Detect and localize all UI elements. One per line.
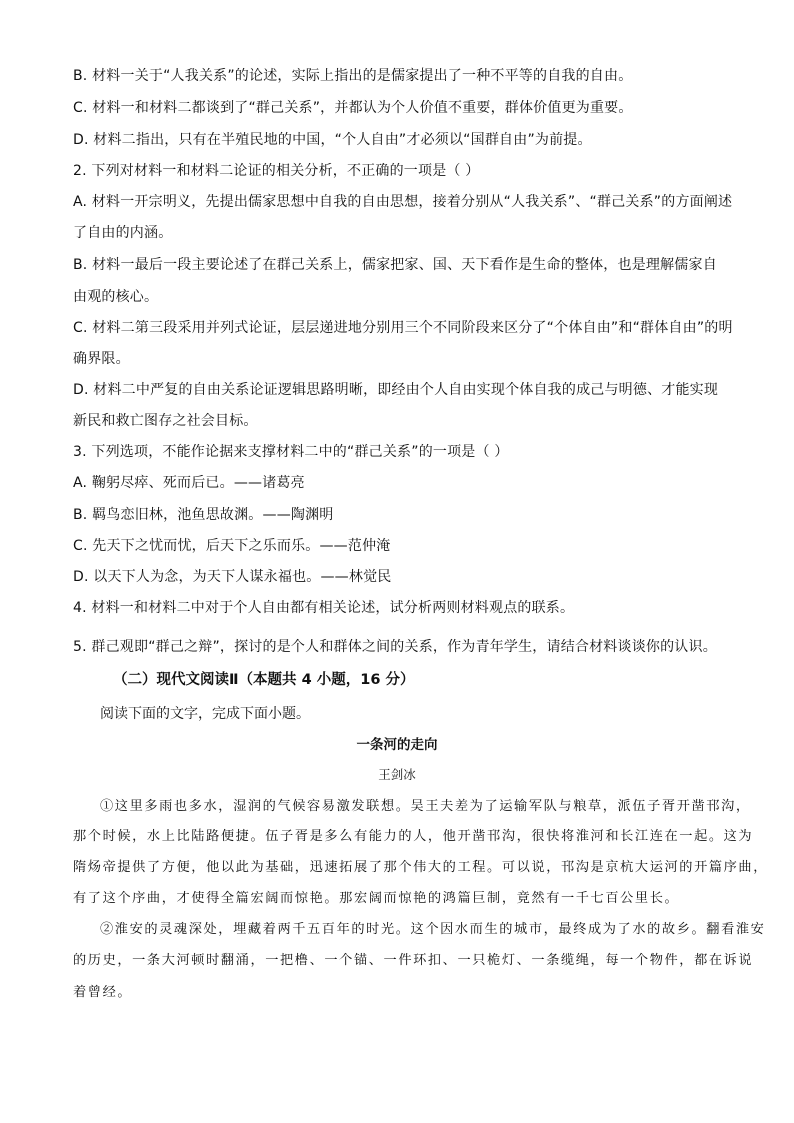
section-heading: （二）现代文阅读Ⅱ（本题共 4 小题，16 分）: [113, 672, 415, 688]
q2-option-a: A. 材料一开宗明义，先提出儒家思想中自我的自由思想，接着分别从“人我关系”、“群己关系”的方面阐述: [73, 194, 733, 210]
article-p2-line: 的历史，一条大河顿时翻涌，一把橹、一个锚、一件环扣、一只桅灯、一条缆绳，每一个物件，都在诉说: [73, 953, 754, 968]
q1-option-c: C. 材料一和材料二都谈到了“群己关系”，并都认为个人价值不重要，群体价值更为重要。: [73, 100, 633, 116]
q2-option-c-cont: 确界限。: [73, 351, 130, 367]
q1-option-b: B. 材料一关于“人我关系”的论述，实际上指出的是儒家提出了一种不平等的自我的自由。: [73, 68, 633, 84]
article-p2-line: 着曾经。: [73, 985, 133, 1000]
q3-stem: 3. 下列选项，不能作论据来支撑材料二中的“群己关系”的一项是（ ）: [73, 444, 509, 460]
q3-option-c: C. 先天下之忧而忧，后天下之乐而乐。——范仲淹: [73, 538, 391, 554]
article-p1-line: 隋炀帝提供了方便，他以此为基础，迅速拓展了那个伟大的工程。可以说，邗沟是京杭大运河的开篇序曲，: [73, 860, 769, 875]
q3-option-b: B. 羁鸟恋旧林，池鱼思故渊。——陶渊明: [73, 507, 334, 523]
q2-option-b-cont: 由观的核心。: [73, 289, 159, 305]
q2-option-b: B. 材料一最后一段主要论述了在群己关系上，儒家把家、国、天下看作是生命的整体，也是理解儒家自: [73, 257, 717, 273]
q4-stem: 4. 材料一和材料二中对于个人自由都有相关论述，试分析两则材料观点的联系。: [73, 600, 575, 616]
q5-stem: 5. 群己观即“群己之辩”，探讨的是个人和群体之间的关系，作为青年学生，请结合材料谈谈你的认识。: [73, 639, 717, 655]
q2-option-a-cont: 了自由的内涵。: [73, 225, 173, 241]
q2-stem: 2. 下列对材料一和材料二论证的相关分析，不正确的一项是（ ）: [73, 163, 480, 179]
q3-option-a: A. 鞠躬尽瘁、死而后已。——诸葛亮: [73, 475, 305, 491]
q2-option-c: C. 材料二第三段采用并列式论证，层层递进地分别用三个不同阶段来区分了“个体自由”和“群体自由”的明: [73, 320, 733, 336]
article-p1-line: 有了这个序曲，才使得全篇宏阔而惊艳。那宏阔而惊艳的鸿篇巨制，竟然有一千七百公里长。: [73, 891, 680, 906]
article-p1-line: ①这里多雨也多水，湿润的气候容易激发联想。吴王夫差为了运输军队与粮草，派伍子胥开凿邗沟，: [100, 799, 751, 814]
article-author: 王剑冰: [378, 767, 416, 782]
q2-option-d-cont: 新民和救亡图存之社会目标。: [73, 413, 258, 429]
section-intro: 阅读下面的文字，完成下面小题。: [100, 706, 310, 722]
q1-option-d: D. 材料二指出，只有在半殖民地的中国，“个人自由”才必须以“国群自由”为前提。: [73, 132, 592, 148]
q2-option-d: D. 材料二中严复的自由关系论证逻辑思路明晰，即经由个人自由实现个体自我的成己与明德、才能实现: [73, 382, 719, 398]
q3-option-d: D. 以天下人为念，为天下人谋永福也。——林觉民: [73, 569, 392, 585]
article-p2-line: ②淮安的灵魂深处，埋藏着两千五百年的时光。这个因水而生的城市，最终成为了水的故乡。翻看淮安: [100, 922, 766, 937]
article-p1-line: 那个时候，水上比陆路便捷。伍子胥是多么有能力的人，他开凿邗沟，很快将淮河和长江连在一起。这为: [73, 829, 754, 844]
article-title: 一条河的走向: [356, 737, 438, 753]
